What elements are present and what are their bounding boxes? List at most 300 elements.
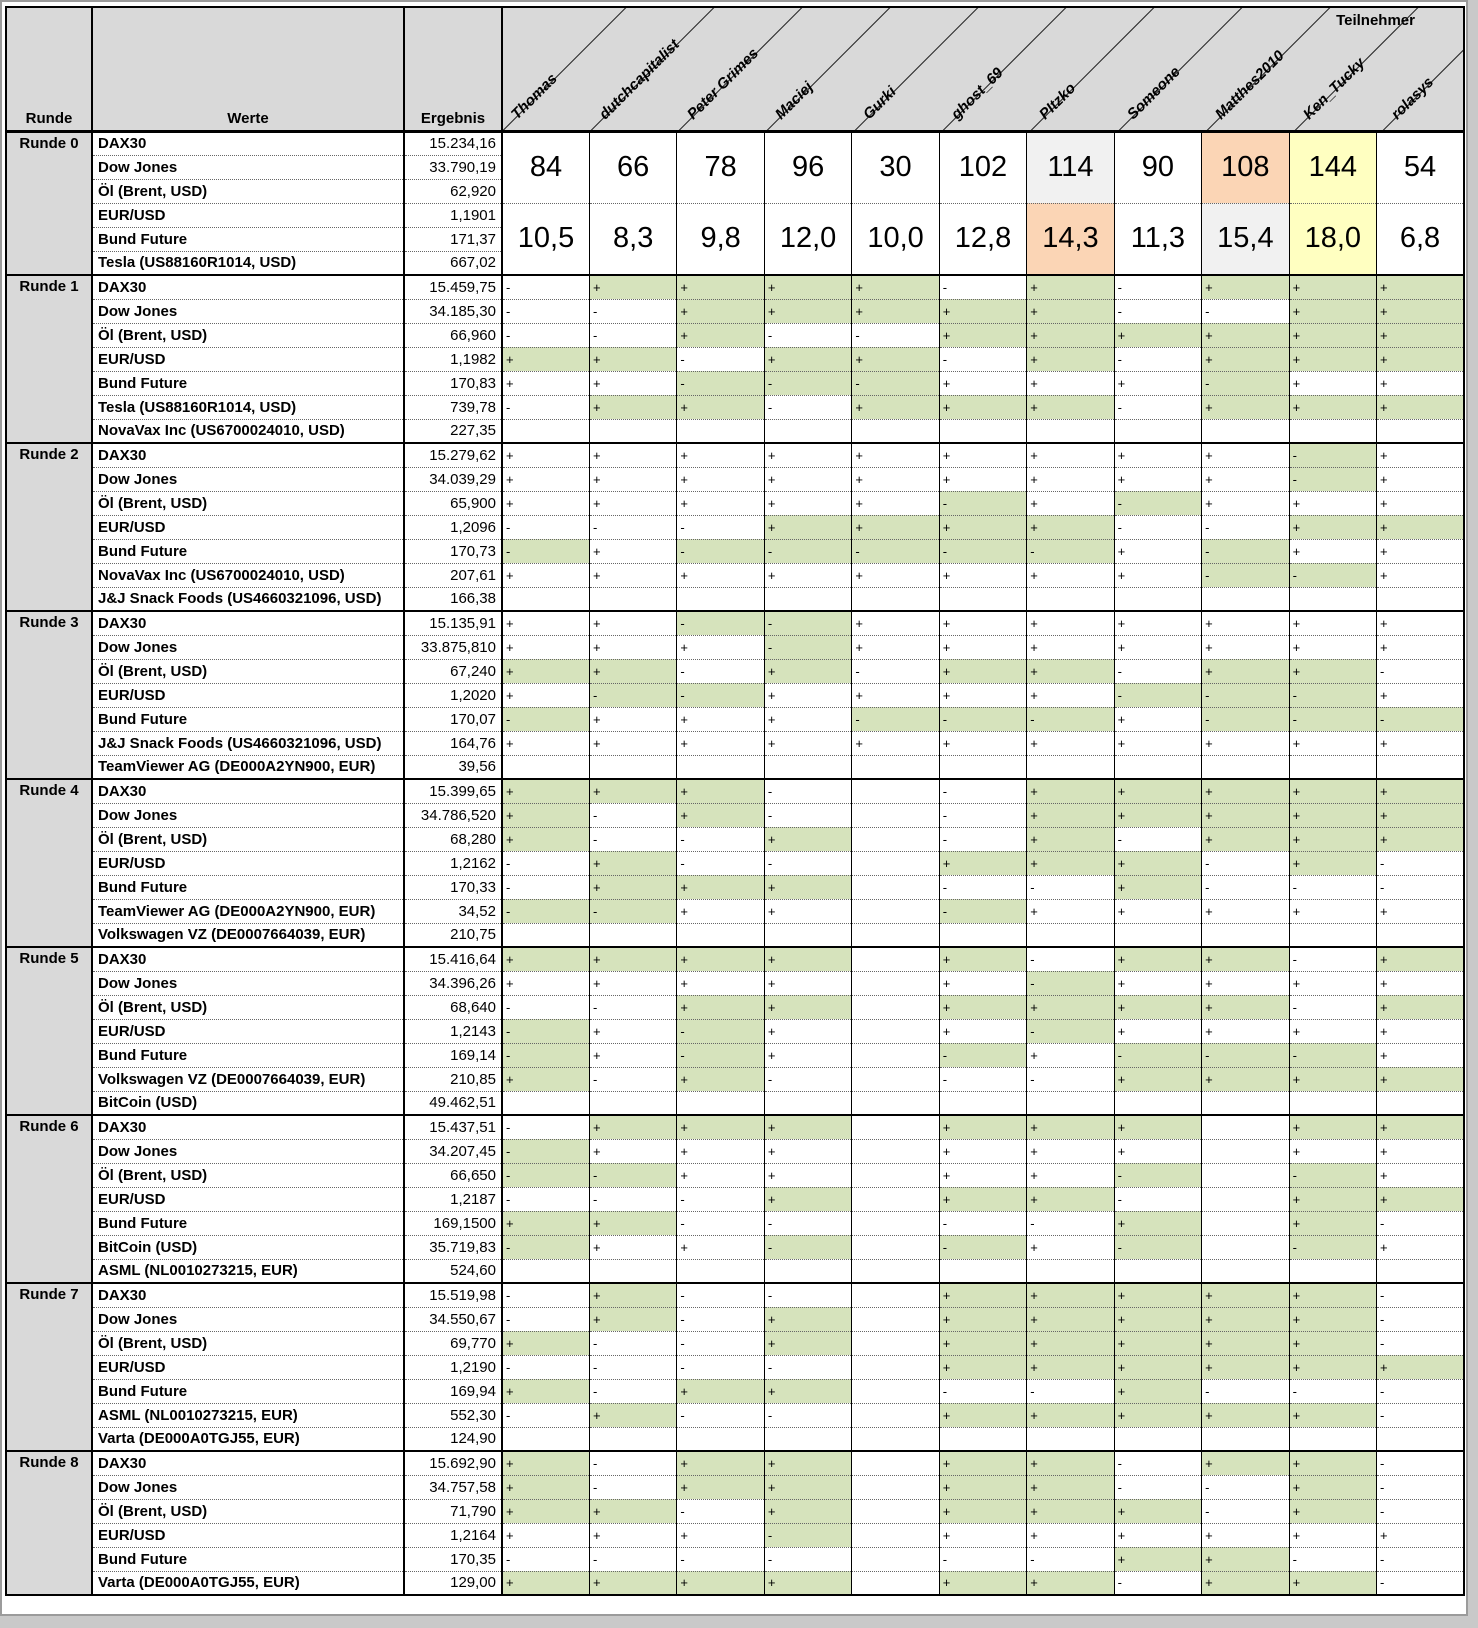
prediction-cell[interactable]: + [502, 371, 589, 395]
prediction-cell[interactable] [852, 803, 939, 827]
prediction-cell[interactable]: + [1114, 443, 1201, 467]
prediction-cell[interactable]: + [1377, 1163, 1464, 1187]
prediction-cell[interactable]: + [1202, 323, 1289, 347]
prediction-cell[interactable]: - [677, 1547, 764, 1571]
result-cell[interactable]: 15.692,90 [404, 1451, 502, 1475]
prediction-cell[interactable] [852, 1427, 939, 1451]
prediction-cell[interactable]: + [1114, 539, 1201, 563]
prediction-cell[interactable]: - [589, 1163, 676, 1187]
prediction-cell[interactable]: + [502, 347, 589, 371]
prediction-cell[interactable]: - [1289, 875, 1376, 899]
prediction-cell[interactable] [852, 1379, 939, 1403]
prediction-cell[interactable] [939, 587, 1026, 611]
prediction-cell[interactable] [1114, 1091, 1201, 1115]
prediction-cell[interactable]: + [939, 1499, 1026, 1523]
result-cell[interactable]: 1,2164 [404, 1523, 502, 1547]
prediction-cell[interactable]: + [1027, 683, 1114, 707]
prediction-cell[interactable]: + [1114, 1211, 1201, 1235]
prediction-cell[interactable]: + [677, 1067, 764, 1091]
prediction-cell[interactable]: + [1027, 515, 1114, 539]
prediction-cell[interactable]: - [1202, 563, 1289, 587]
score-cell[interactable]: 14,3 [1027, 203, 1114, 275]
prediction-cell[interactable]: + [764, 707, 851, 731]
prediction-cell[interactable]: - [764, 851, 851, 875]
prediction-cell[interactable]: + [1202, 1019, 1289, 1043]
prediction-cell[interactable]: + [852, 611, 939, 635]
prediction-cell[interactable]: + [1027, 1283, 1114, 1307]
prediction-cell[interactable]: - [1377, 875, 1464, 899]
prediction-cell[interactable]: + [852, 635, 939, 659]
prediction-cell[interactable]: + [502, 827, 589, 851]
prediction-cell[interactable] [852, 1283, 939, 1307]
prediction-cell[interactable]: - [502, 1139, 589, 1163]
prediction-cell[interactable]: + [1289, 1067, 1376, 1091]
prediction-cell[interactable]: + [1289, 659, 1376, 683]
prediction-cell[interactable]: - [502, 851, 589, 875]
prediction-cell[interactable] [1027, 1091, 1114, 1115]
prediction-cell[interactable]: + [677, 443, 764, 467]
instrument-cell[interactable]: EUR/USD [92, 1355, 404, 1379]
prediction-cell[interactable] [1114, 1427, 1201, 1451]
prediction-cell[interactable]: + [1377, 683, 1464, 707]
prediction-cell[interactable]: - [939, 347, 1026, 371]
instrument-cell[interactable]: EUR/USD [92, 683, 404, 707]
prediction-cell[interactable]: + [1202, 899, 1289, 923]
prediction-cell[interactable]: + [939, 611, 1026, 635]
prediction-cell[interactable]: - [764, 323, 851, 347]
instrument-cell[interactable]: NovaVax Inc (US6700024010, USD) [92, 563, 404, 587]
prediction-cell[interactable]: - [589, 323, 676, 347]
result-cell[interactable]: 170,33 [404, 875, 502, 899]
prediction-cell[interactable]: - [1202, 683, 1289, 707]
result-cell[interactable]: 68,640 [404, 995, 502, 1019]
prediction-cell[interactable] [502, 419, 589, 443]
prediction-cell[interactable]: - [502, 1019, 589, 1043]
prediction-cell[interactable]: + [1114, 467, 1201, 491]
prediction-cell[interactable]: + [677, 491, 764, 515]
prediction-cell[interactable]: - [502, 875, 589, 899]
prediction-cell[interactable]: - [1027, 875, 1114, 899]
prediction-cell[interactable]: + [1027, 1115, 1114, 1139]
prediction-cell[interactable] [1202, 755, 1289, 779]
prediction-cell[interactable]: + [589, 1139, 676, 1163]
prediction-cell[interactable]: + [1027, 275, 1114, 299]
prediction-cell[interactable] [502, 587, 589, 611]
prediction-cell[interactable]: + [939, 971, 1026, 995]
prediction-cell[interactable] [1027, 587, 1114, 611]
prediction-cell[interactable]: + [677, 899, 764, 923]
prediction-cell[interactable]: - [589, 1355, 676, 1379]
result-cell[interactable]: 34.207,45 [404, 1139, 502, 1163]
prediction-cell[interactable]: + [852, 683, 939, 707]
prediction-cell[interactable]: + [589, 1523, 676, 1547]
result-cell[interactable]: 66,960 [404, 323, 502, 347]
score-cell[interactable]: 10,5 [502, 203, 589, 275]
prediction-cell[interactable]: - [677, 683, 764, 707]
prediction-cell[interactable] [764, 1091, 851, 1115]
instrument-cell[interactable]: EUR/USD [92, 851, 404, 875]
prediction-cell[interactable]: - [1202, 299, 1289, 323]
prediction-cell[interactable]: - [502, 275, 589, 299]
prediction-cell[interactable]: + [1289, 1523, 1376, 1547]
prediction-cell[interactable]: + [589, 707, 676, 731]
prediction-cell[interactable]: + [502, 1571, 589, 1595]
prediction-cell[interactable]: + [502, 779, 589, 803]
prediction-cell[interactable]: + [764, 995, 851, 1019]
prediction-cell[interactable]: + [1377, 731, 1464, 755]
prediction-cell[interactable]: + [1289, 515, 1376, 539]
prediction-cell[interactable]: + [939, 371, 1026, 395]
instrument-cell[interactable]: Bund Future [92, 875, 404, 899]
result-cell[interactable]: 667,02 [404, 251, 502, 275]
prediction-cell[interactable]: + [589, 443, 676, 467]
prediction-cell[interactable] [852, 1115, 939, 1139]
prediction-cell[interactable]: + [1202, 1451, 1289, 1475]
instrument-cell[interactable]: Öl (Brent, USD) [92, 323, 404, 347]
prediction-cell[interactable]: - [764, 1283, 851, 1307]
prediction-cell[interactable]: + [1027, 491, 1114, 515]
prediction-cell[interactable]: - [852, 323, 939, 347]
prediction-cell[interactable]: - [502, 1235, 589, 1259]
prediction-cell[interactable]: - [1377, 1547, 1464, 1571]
prediction-cell[interactable] [852, 875, 939, 899]
score-cell[interactable]: 78 [677, 131, 764, 203]
prediction-cell[interactable] [852, 755, 939, 779]
prediction-cell[interactable]: - [764, 611, 851, 635]
prediction-cell[interactable]: + [677, 1139, 764, 1163]
prediction-cell[interactable]: + [1114, 731, 1201, 755]
score-cell[interactable]: 9,8 [677, 203, 764, 275]
prediction-cell[interactable]: - [939, 1067, 1026, 1091]
instrument-cell[interactable]: ASML (NL0010273215, EUR) [92, 1403, 404, 1427]
prediction-cell[interactable]: + [1202, 443, 1289, 467]
prediction-cell[interactable]: + [1027, 1235, 1114, 1259]
prediction-cell[interactable]: + [1114, 1283, 1201, 1307]
prediction-cell[interactable]: - [677, 659, 764, 683]
prediction-cell[interactable] [1289, 923, 1376, 947]
prediction-cell[interactable]: + [677, 635, 764, 659]
prediction-cell[interactable]: + [852, 515, 939, 539]
prediction-cell[interactable]: + [939, 299, 1026, 323]
prediction-cell[interactable]: + [1377, 299, 1464, 323]
prediction-cell[interactable]: + [764, 659, 851, 683]
prediction-cell[interactable]: - [1114, 683, 1201, 707]
prediction-cell[interactable]: + [677, 971, 764, 995]
prediction-cell[interactable]: + [1202, 731, 1289, 755]
result-cell[interactable]: 69,770 [404, 1331, 502, 1355]
prediction-cell[interactable]: + [1377, 899, 1464, 923]
prediction-cell[interactable] [1027, 1427, 1114, 1451]
prediction-cell[interactable]: + [502, 1067, 589, 1091]
prediction-cell[interactable]: + [677, 803, 764, 827]
prediction-cell[interactable]: + [1289, 1211, 1376, 1235]
prediction-cell[interactable]: + [677, 1523, 764, 1547]
instrument-cell[interactable]: DAX30 [92, 443, 404, 467]
score-cell[interactable]: 30 [852, 131, 939, 203]
prediction-cell[interactable]: + [589, 1115, 676, 1139]
prediction-cell[interactable]: + [1377, 491, 1464, 515]
prediction-cell[interactable]: + [939, 1139, 1026, 1163]
prediction-cell[interactable]: + [764, 875, 851, 899]
prediction-cell[interactable] [852, 1499, 939, 1523]
instrument-cell[interactable]: BitCoin (USD) [92, 1235, 404, 1259]
prediction-cell[interactable]: - [589, 1547, 676, 1571]
prediction-cell[interactable]: + [502, 1475, 589, 1499]
score-cell[interactable]: 6,8 [1377, 203, 1464, 275]
prediction-cell[interactable]: - [764, 1523, 851, 1547]
prediction-cell[interactable] [1377, 755, 1464, 779]
prediction-cell[interactable] [852, 1163, 939, 1187]
prediction-cell[interactable] [1289, 1259, 1376, 1283]
prediction-cell[interactable]: + [1289, 1355, 1376, 1379]
prediction-cell[interactable] [1202, 1163, 1289, 1187]
prediction-cell[interactable]: - [502, 707, 589, 731]
prediction-cell[interactable]: - [1202, 1499, 1289, 1523]
prediction-cell[interactable]: - [502, 539, 589, 563]
prediction-cell[interactable]: + [852, 491, 939, 515]
prediction-cell[interactable]: + [1377, 323, 1464, 347]
prediction-cell[interactable]: + [764, 1379, 851, 1403]
prediction-cell[interactable]: + [1114, 1379, 1201, 1403]
prediction-cell[interactable]: + [939, 1115, 1026, 1139]
prediction-cell[interactable]: + [1114, 1067, 1201, 1091]
result-cell[interactable]: 1,2020 [404, 683, 502, 707]
instrument-cell[interactable]: EUR/USD [92, 347, 404, 371]
prediction-cell[interactable]: + [1289, 1115, 1376, 1139]
instrument-cell[interactable]: DAX30 [92, 1283, 404, 1307]
instrument-cell[interactable]: NovaVax Inc (US6700024010, USD) [92, 419, 404, 443]
instrument-cell[interactable]: Dow Jones [92, 1307, 404, 1331]
result-cell[interactable]: 66,650 [404, 1163, 502, 1187]
prediction-cell[interactable] [939, 755, 1026, 779]
prediction-cell[interactable]: - [589, 803, 676, 827]
prediction-cell[interactable]: + [1027, 611, 1114, 635]
prediction-cell[interactable]: + [939, 659, 1026, 683]
prediction-cell[interactable]: - [1377, 1331, 1464, 1355]
prediction-cell[interactable]: + [939, 1475, 1026, 1499]
prediction-cell[interactable] [852, 587, 939, 611]
prediction-cell[interactable]: + [1114, 1547, 1201, 1571]
prediction-cell[interactable]: + [852, 347, 939, 371]
prediction-cell[interactable]: - [939, 827, 1026, 851]
instrument-cell[interactable]: Bund Future [92, 1379, 404, 1403]
prediction-cell[interactable]: + [764, 1451, 851, 1475]
prediction-cell[interactable]: + [1289, 1403, 1376, 1427]
prediction-cell[interactable]: + [1202, 635, 1289, 659]
prediction-cell[interactable]: + [764, 1187, 851, 1211]
prediction-cell[interactable]: + [1377, 1043, 1464, 1067]
prediction-cell[interactable]: + [502, 1379, 589, 1403]
prediction-cell[interactable]: + [589, 1235, 676, 1259]
prediction-cell[interactable]: + [1202, 491, 1289, 515]
instrument-cell[interactable]: Dow Jones [92, 635, 404, 659]
prediction-cell[interactable]: + [1377, 515, 1464, 539]
prediction-cell[interactable] [589, 1427, 676, 1451]
prediction-cell[interactable]: + [1377, 467, 1464, 491]
prediction-cell[interactable] [502, 1259, 589, 1283]
prediction-cell[interactable]: + [589, 1307, 676, 1331]
prediction-cell[interactable]: - [939, 1379, 1026, 1403]
prediction-cell[interactable]: + [764, 1043, 851, 1067]
prediction-cell[interactable] [764, 419, 851, 443]
prediction-cell[interactable]: - [764, 635, 851, 659]
prediction-cell[interactable] [764, 1427, 851, 1451]
prediction-cell[interactable]: + [1114, 1019, 1201, 1043]
prediction-cell[interactable]: + [1114, 1403, 1201, 1427]
prediction-cell[interactable]: + [677, 323, 764, 347]
prediction-cell[interactable]: + [1027, 659, 1114, 683]
prediction-cell[interactable]: + [502, 683, 589, 707]
prediction-cell[interactable] [1202, 923, 1289, 947]
prediction-cell[interactable]: + [502, 1499, 589, 1523]
prediction-cell[interactable]: + [1289, 899, 1376, 923]
instrument-cell[interactable]: DAX30 [92, 947, 404, 971]
prediction-cell[interactable]: + [1377, 947, 1464, 971]
prediction-cell[interactable]: + [1202, 275, 1289, 299]
prediction-cell[interactable]: + [939, 1523, 1026, 1547]
prediction-cell[interactable]: + [1289, 827, 1376, 851]
prediction-cell[interactable]: - [1027, 1379, 1114, 1403]
prediction-cell[interactable] [589, 419, 676, 443]
prediction-cell[interactable]: - [1289, 443, 1376, 467]
prediction-cell[interactable]: + [1377, 779, 1464, 803]
prediction-cell[interactable]: - [939, 803, 1026, 827]
prediction-cell[interactable]: + [939, 1187, 1026, 1211]
prediction-cell[interactable] [852, 995, 939, 1019]
prediction-cell[interactable]: - [764, 779, 851, 803]
prediction-cell[interactable]: + [1114, 803, 1201, 827]
prediction-cell[interactable] [852, 419, 939, 443]
prediction-cell[interactable]: + [1289, 851, 1376, 875]
prediction-cell[interactable]: - [764, 803, 851, 827]
prediction-cell[interactable] [939, 1091, 1026, 1115]
result-cell[interactable]: 65,900 [404, 491, 502, 515]
instrument-cell[interactable]: Öl (Brent, USD) [92, 995, 404, 1019]
prediction-cell[interactable]: + [1114, 875, 1201, 899]
prediction-cell[interactable]: + [764, 347, 851, 371]
prediction-cell[interactable]: + [1202, 395, 1289, 419]
instrument-cell[interactable]: Öl (Brent, USD) [92, 1331, 404, 1355]
prediction-cell[interactable]: + [764, 1307, 851, 1331]
prediction-cell[interactable]: - [1202, 875, 1289, 899]
prediction-cell[interactable]: - [1027, 539, 1114, 563]
prediction-cell[interactable]: - [589, 899, 676, 923]
prediction-cell[interactable]: - [677, 1211, 764, 1235]
prediction-cell[interactable]: + [939, 851, 1026, 875]
prediction-cell[interactable]: + [1027, 899, 1114, 923]
prediction-cell[interactable]: + [1202, 1331, 1289, 1355]
prediction-cell[interactable]: + [1377, 1019, 1464, 1043]
prediction-cell[interactable]: + [502, 611, 589, 635]
prediction-cell[interactable]: - [502, 1283, 589, 1307]
prediction-cell[interactable]: - [939, 1547, 1026, 1571]
result-cell[interactable]: 34.185,30 [404, 299, 502, 323]
score-cell[interactable]: 144 [1289, 131, 1376, 203]
result-cell[interactable]: 552,30 [404, 1403, 502, 1427]
prediction-cell[interactable]: - [1289, 1547, 1376, 1571]
prediction-cell[interactable] [852, 851, 939, 875]
prediction-cell[interactable]: - [939, 1235, 1026, 1259]
instrument-cell[interactable]: DAX30 [92, 275, 404, 299]
prediction-cell[interactable]: + [852, 731, 939, 755]
prediction-cell[interactable] [1114, 587, 1201, 611]
prediction-cell[interactable]: - [677, 1331, 764, 1355]
prediction-cell[interactable]: + [1027, 635, 1114, 659]
result-cell[interactable]: 166,38 [404, 587, 502, 611]
prediction-cell[interactable]: - [677, 515, 764, 539]
prediction-cell[interactable]: - [939, 275, 1026, 299]
prediction-cell[interactable]: + [939, 995, 1026, 1019]
prediction-cell[interactable]: + [677, 1571, 764, 1595]
instrument-cell[interactable]: Bund Future [92, 1547, 404, 1571]
prediction-cell[interactable]: + [1202, 779, 1289, 803]
prediction-cell[interactable]: + [939, 731, 1026, 755]
prediction-cell[interactable]: - [1027, 1547, 1114, 1571]
prediction-cell[interactable]: - [764, 539, 851, 563]
prediction-cell[interactable]: + [589, 1571, 676, 1595]
prediction-cell[interactable]: + [677, 779, 764, 803]
prediction-cell[interactable]: + [1027, 1403, 1114, 1427]
prediction-cell[interactable]: + [1377, 1139, 1464, 1163]
prediction-cell[interactable]: + [852, 467, 939, 491]
instrument-cell[interactable]: Öl (Brent, USD) [92, 491, 404, 515]
prediction-cell[interactable]: + [1289, 779, 1376, 803]
prediction-cell[interactable]: + [1377, 635, 1464, 659]
instrument-cell[interactable]: Tesla (US88160R1014, USD) [92, 251, 404, 275]
prediction-cell[interactable]: + [1202, 827, 1289, 851]
prediction-cell[interactable]: + [589, 1403, 676, 1427]
result-cell[interactable]: 129,00 [404, 1571, 502, 1595]
result-cell[interactable]: 71,790 [404, 1499, 502, 1523]
prediction-cell[interactable]: + [1202, 803, 1289, 827]
prediction-cell[interactable] [1202, 1427, 1289, 1451]
prediction-cell[interactable]: + [1377, 347, 1464, 371]
prediction-cell[interactable] [939, 1259, 1026, 1283]
prediction-cell[interactable]: - [1202, 851, 1289, 875]
prediction-cell[interactable]: - [502, 1115, 589, 1139]
prediction-cell[interactable] [502, 1427, 589, 1451]
prediction-cell[interactable]: + [589, 1499, 676, 1523]
prediction-cell[interactable]: - [677, 611, 764, 635]
result-cell[interactable]: 1,1982 [404, 347, 502, 371]
prediction-cell[interactable]: + [1289, 347, 1376, 371]
prediction-cell[interactable]: - [1114, 1235, 1201, 1259]
score-cell[interactable]: 108 [1202, 131, 1289, 203]
prediction-cell[interactable]: + [1202, 1283, 1289, 1307]
prediction-cell[interactable]: + [677, 947, 764, 971]
prediction-cell[interactable] [852, 1019, 939, 1043]
prediction-cell[interactable]: + [589, 1019, 676, 1043]
instrument-cell[interactable]: Varta (DE000A0TGJ55, EUR) [92, 1427, 404, 1451]
prediction-cell[interactable]: - [502, 1187, 589, 1211]
prediction-cell[interactable]: + [939, 515, 1026, 539]
instrument-cell[interactable]: Bund Future [92, 1043, 404, 1067]
instrument-cell[interactable]: BitCoin (USD) [92, 1091, 404, 1115]
score-cell[interactable]: 12,0 [764, 203, 851, 275]
prediction-cell[interactable]: + [677, 707, 764, 731]
prediction-cell[interactable] [852, 1211, 939, 1235]
result-cell[interactable]: 35.719,83 [404, 1235, 502, 1259]
prediction-cell[interactable]: - [677, 347, 764, 371]
prediction-cell[interactable]: + [502, 443, 589, 467]
prediction-cell[interactable]: + [764, 467, 851, 491]
prediction-cell[interactable]: + [1289, 1499, 1376, 1523]
prediction-cell[interactable]: + [764, 275, 851, 299]
prediction-cell[interactable]: + [677, 1379, 764, 1403]
prediction-cell[interactable]: + [1027, 467, 1114, 491]
prediction-cell[interactable]: - [502, 1163, 589, 1187]
prediction-cell[interactable]: + [502, 1331, 589, 1355]
